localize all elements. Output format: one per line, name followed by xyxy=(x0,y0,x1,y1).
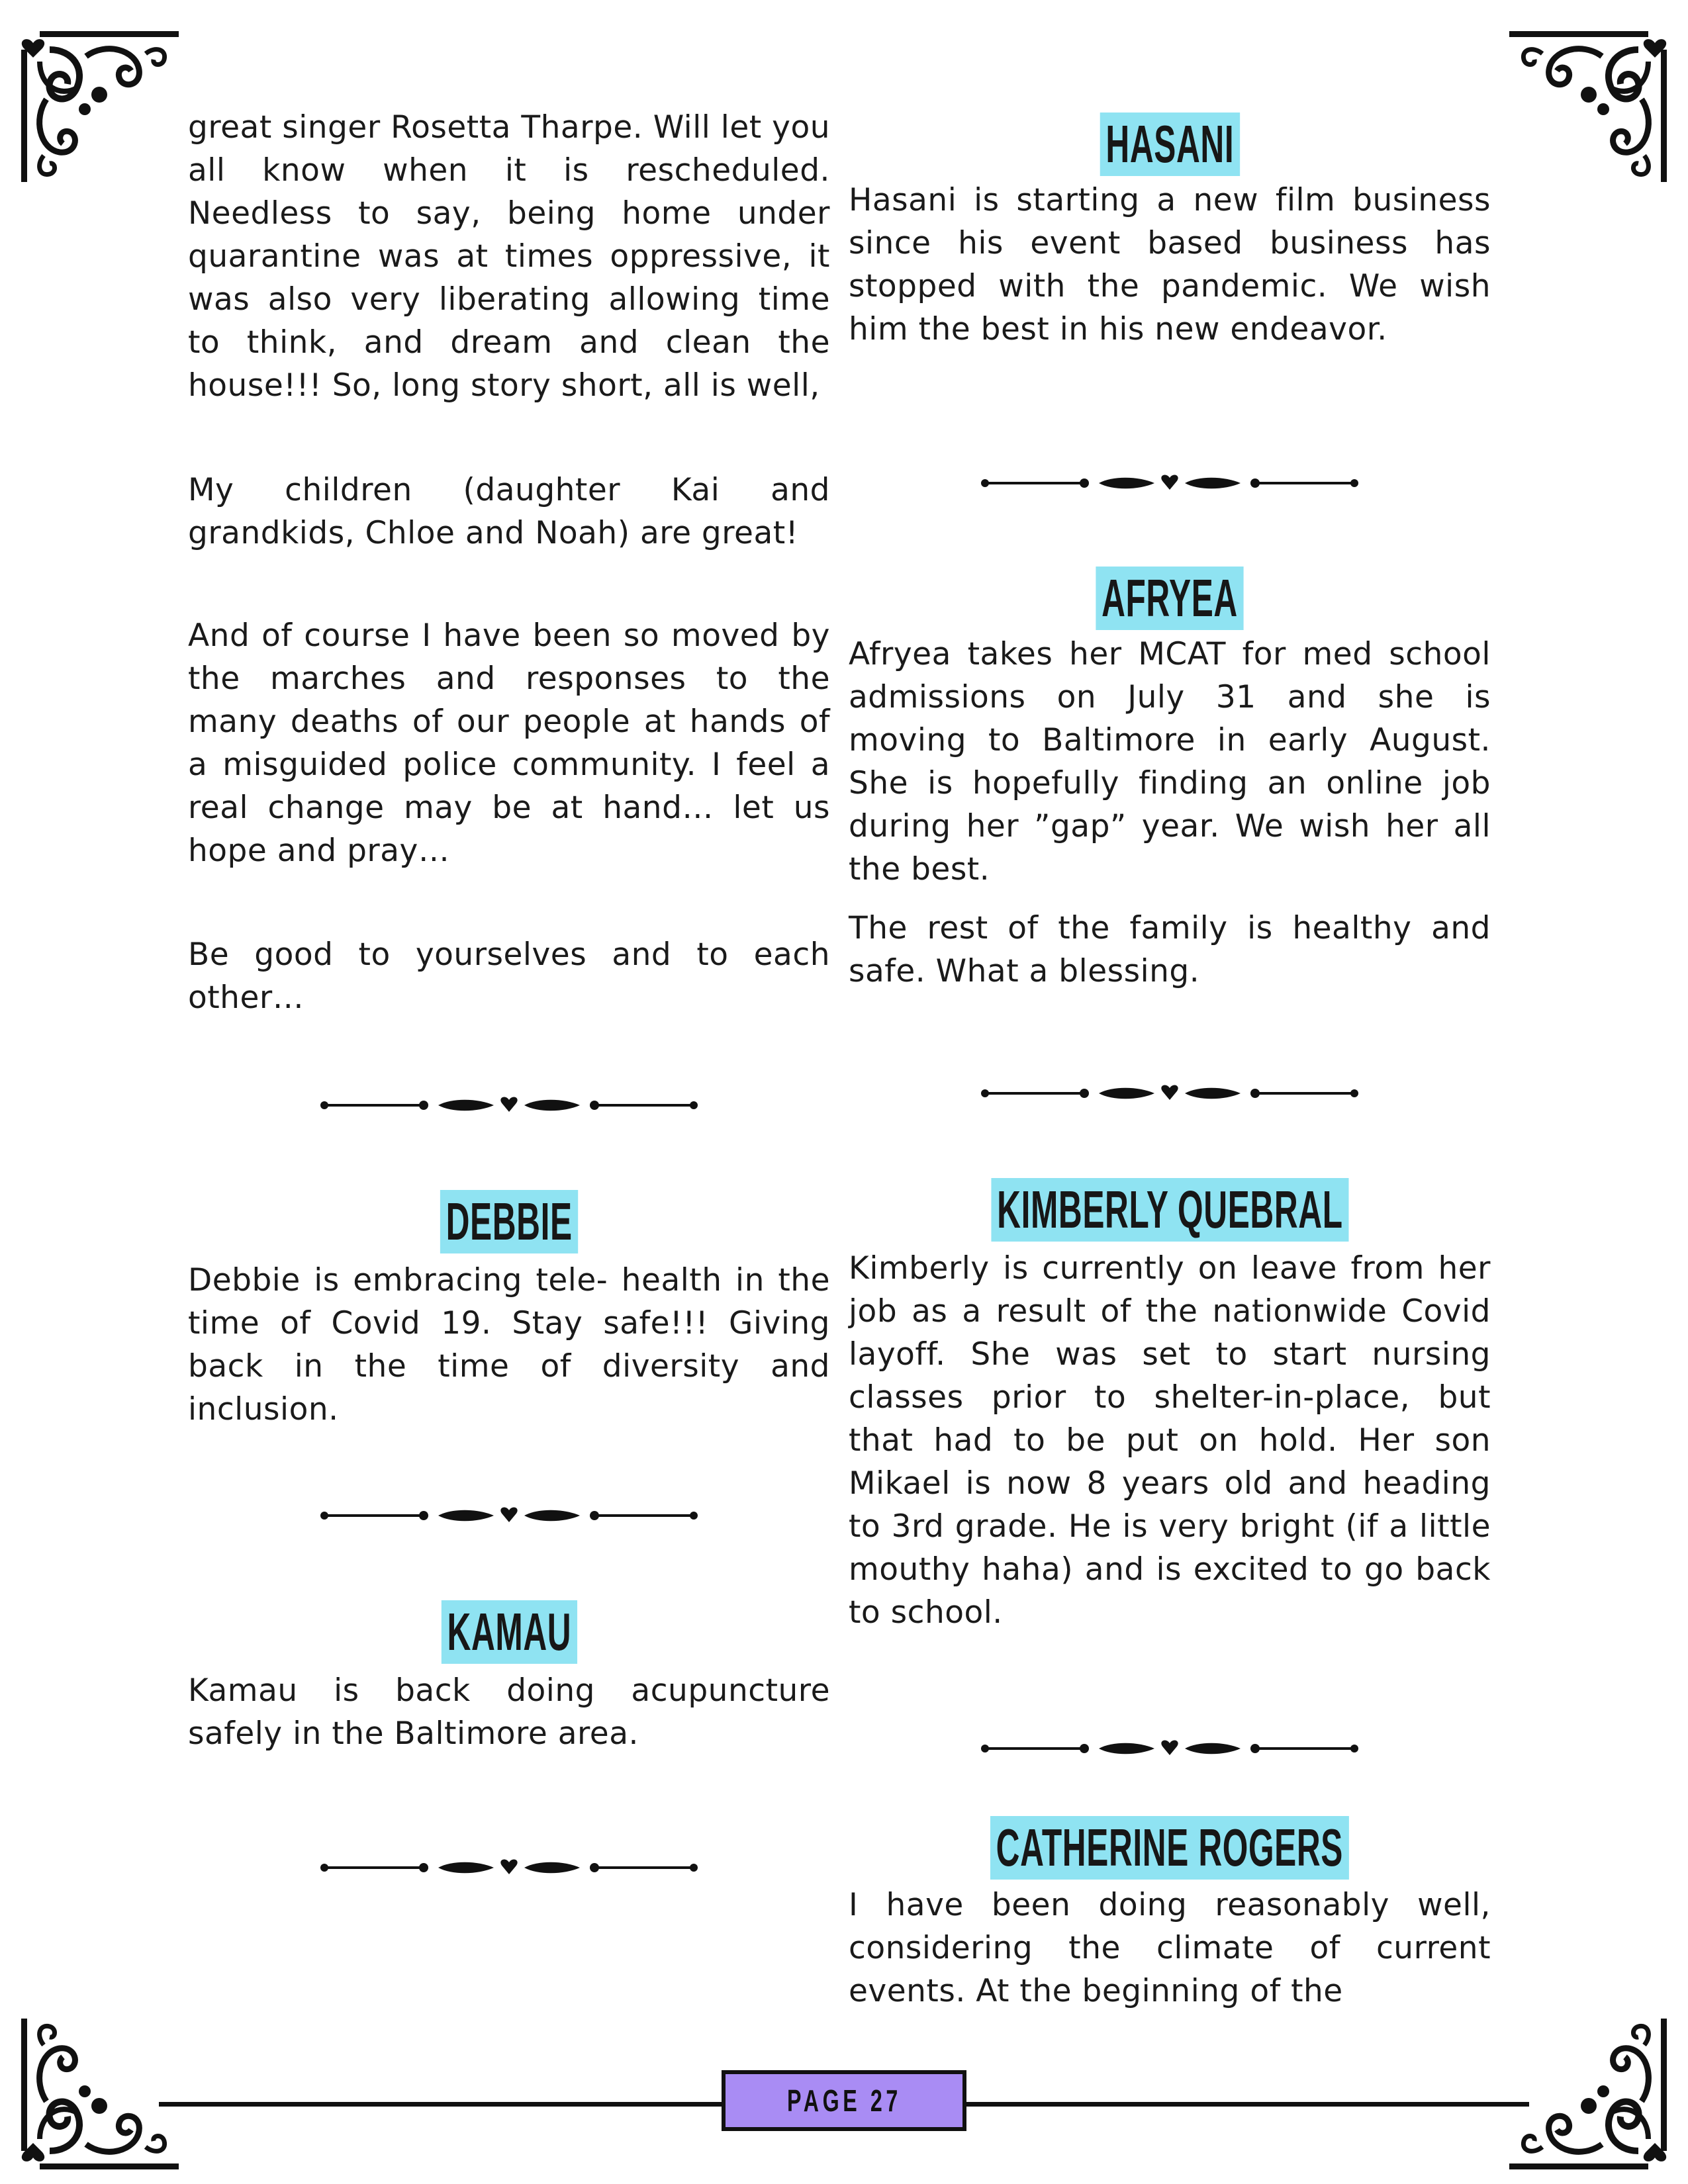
intro-paragraph: My children (daughter Kai and grandkids, Chloe and Noah) are great! xyxy=(188,472,830,551)
intro-paragraph: great singer Rosetta Tharpe. Will let you all know when it is rescheduled. Needless to say, being home under quarantine was at times oppressive, it was also very liberating allowing time to think, and dream and clean the house!!! So, long story short, all is well, xyxy=(188,109,830,404)
section-text-afryea-2: The rest of the family is healthy and safe. What a blessing. xyxy=(849,910,1491,989)
intro-paragraph: Be good to yourselves and to each other… xyxy=(188,936,830,1016)
footer-rule-right xyxy=(966,2102,1529,2107)
section-heading-debbie xyxy=(188,1190,830,1253)
section-text-catherine-rogers: I have been doing reasonably well, considering the climate of current events. At the beginning of the xyxy=(849,1887,1491,2009)
corner-ornament-top-right-icon xyxy=(1503,23,1675,195)
section-heading-kamau xyxy=(188,1600,830,1664)
section-text-kamau: Kamau is back doing acupuncture safely in the Baltimore area. xyxy=(188,1672,830,1752)
page-number-label: PAGE 27 xyxy=(786,2083,902,2118)
section-divider-icon xyxy=(981,470,1358,496)
corner-ornament-top-left-icon xyxy=(13,23,185,195)
heading-label: KAMAU xyxy=(441,1600,577,1664)
section-divider-icon xyxy=(320,1854,698,1881)
section-divider-icon xyxy=(320,1092,698,1118)
section-text-kimberly-quebral: Kimberly is currently on leave from her job as a result of the nationwide Covid layoff. She was set to start nursing classes prior to shelter-in-place, but that had to be put on hold. Her son Mikael is now 8 years old and heading to 3rd grade. He is very bright (if a little mouthy haha) and is excited to go back to school. xyxy=(849,1250,1491,1631)
heading-label: CATHERINE ROGERS xyxy=(990,1816,1349,1880)
page-number-box xyxy=(722,2070,966,2131)
heading-label: KIMBERLY QUEBRAL xyxy=(991,1178,1348,1242)
heading-label: DEBBIE xyxy=(440,1190,578,1253)
section-heading-afryea xyxy=(849,567,1491,630)
section-text-hasani: Hasani is starting a new film business since his event based business has stopped with the pandemic. We wish him the best in his new endeavor. xyxy=(849,182,1491,347)
section-divider-icon xyxy=(981,1080,1358,1107)
section-divider-icon xyxy=(320,1502,698,1529)
section-heading-hasani xyxy=(849,113,1491,176)
corner-ornament-bottom-left-icon xyxy=(13,2005,185,2177)
corner-ornament-bottom-right-icon xyxy=(1503,2005,1675,2177)
section-text-afryea: Afryea takes her MCAT for med school admissions on July 31 and she is moving to Baltimore in early August. She is hopefully finding an online job during her ”gap” year. We wish her all the best. xyxy=(849,636,1491,887)
footer-rule-left xyxy=(159,2102,722,2107)
intro-paragraph: And of course I have been so moved by the marches and responses to the many deaths of our people at hands of a misguided police community. I feel a real change may be at hand… let us hope and pray… xyxy=(188,617,830,869)
section-text-debbie: Debbie is embracing tele- health in the time of Covid 19. Stay safe!!! Giving back in the time of diversity and inclusion. xyxy=(188,1262,830,1428)
heading-label: AFRYEA xyxy=(1096,567,1243,630)
section-heading-catherine-rogers xyxy=(849,1816,1491,1880)
heading-label: HASANI xyxy=(1100,113,1239,176)
section-heading-kimberly-quebral xyxy=(849,1178,1491,1242)
section-divider-icon xyxy=(981,1735,1358,1762)
